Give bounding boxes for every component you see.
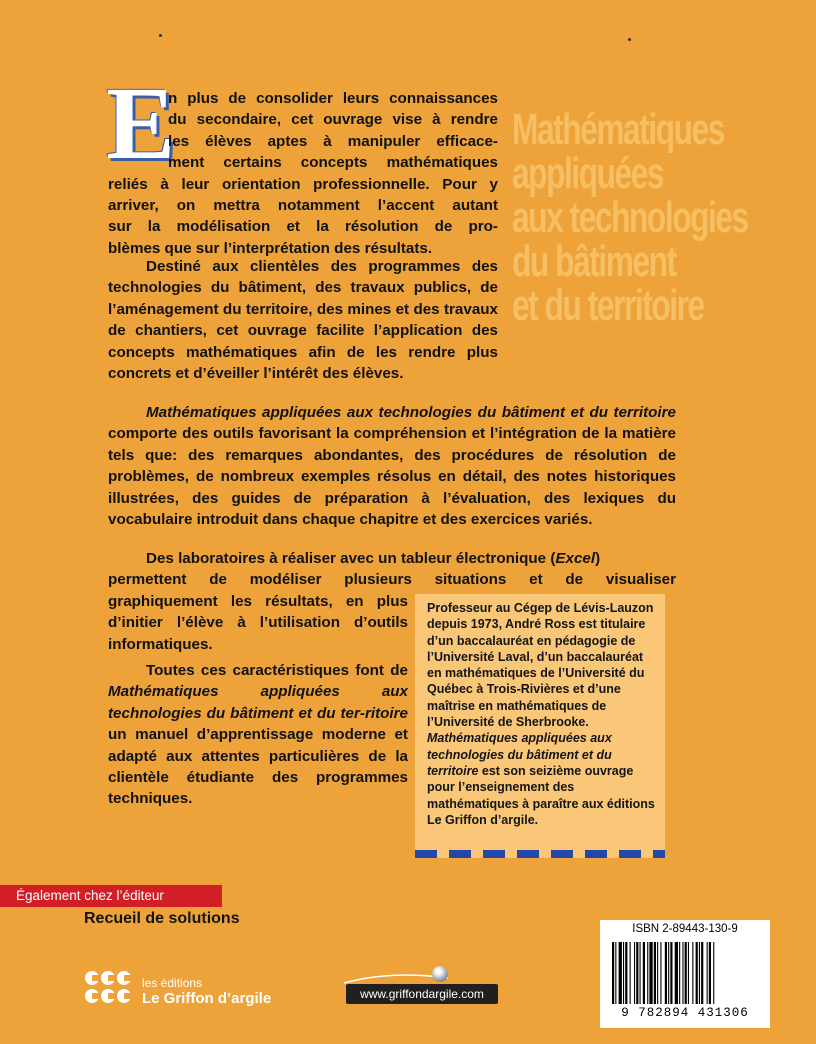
excel-italic: Excel (555, 550, 596, 567)
intro-line: blèmes que sur l’interprétation des résultats. (108, 239, 433, 257)
also-available-badge: Également chez l’éditeur (0, 885, 222, 907)
summary-book-title: Mathématiques appliquées aux technologies du bâtiment et du ter-ritoire (108, 683, 408, 722)
barcode-bar (630, 942, 631, 1004)
intro-line: sur la modélisation et la résolution de pro- (108, 218, 498, 236)
cover-title-line: du bâtiment (512, 237, 676, 286)
barcode-bar (707, 942, 708, 1004)
bio-text: Professeur au Cégep de Lévis-Lauzon depuis 1973, André Ross est titulaire d’un baccalauréat en pédagogie de l’Université Laval, d’un baccalauréat en mathématiques de l’Université du Québec à Trois-Rivières et d’une maîtrise en mathématiques de l’Université de Sherbrooke. (427, 601, 654, 730)
barcode-bar (643, 942, 645, 1004)
barcode-bar (665, 942, 667, 1004)
print-speck (159, 34, 162, 37)
intro-line: n plus de consolider leurs connaissances (168, 90, 498, 107)
publisher-logo-icon (84, 970, 138, 1006)
labs-before: Des laboratoires à réaliser avec un tableur électronique ( (146, 550, 556, 567)
barcode-bar (670, 942, 672, 1004)
paragraph-labs-line1 (108, 548, 676, 569)
labs-after: ) (595, 550, 601, 567)
website-url[interactable]: www.griffondargile.com (346, 984, 498, 1004)
intro-line: les élèves aptes à manipuler efficace- (168, 132, 498, 150)
intro-paragraph (108, 88, 498, 259)
cover-title (512, 105, 748, 330)
paragraph-summary-text (108, 660, 408, 810)
barcode-bar (660, 942, 661, 1004)
cover-title-line: aux technologies (512, 193, 748, 242)
book-title-italic: Mathématiques appliquées aux technologies du bâtiment et du territoire (146, 404, 676, 421)
intro-line: ment certains concepts mathématiques (168, 154, 498, 172)
barcode-bar (696, 942, 698, 1004)
drop-cap: E (106, 66, 176, 181)
barcode-bar (668, 942, 669, 1004)
author-bio-box (415, 594, 665, 858)
intro-line: du secondaire, cet ouvrage vise à rendre (168, 111, 498, 129)
bio-text-end: est son seizième ouvrage pour l’enseignement des mathématiques à paraître aux éditions Le Griffon d’argile. (427, 763, 655, 827)
barcode-icon (610, 942, 760, 1004)
cover-title-line: et du territoire (512, 281, 704, 330)
print-speck (628, 38, 631, 41)
isbn-label: ISBN 2-89443-130-9 (632, 923, 738, 935)
barcode-bar (615, 942, 616, 1004)
globe-icon (432, 966, 448, 982)
barcode-bar (692, 942, 693, 1004)
paragraph-labs-line2: permettent de modéliser plusieurs situations et de visualiser (108, 571, 676, 589)
cover-title-line: Mathématiques (512, 105, 724, 154)
barcode-bar (675, 942, 678, 1004)
publisher-label: les éditions (142, 976, 203, 990)
barcode-bar (623, 942, 624, 1004)
paragraph-summary (108, 660, 408, 810)
barcode-bar (679, 942, 680, 1004)
intro-line: arriver, on mettra notamment l’accent autant (108, 197, 498, 215)
barcode-bar (647, 942, 648, 1004)
bio-book-title: Mathématiques appliquées aux technologies du bâtiment et du territoire (427, 731, 612, 778)
barcode-bar (688, 942, 689, 1004)
barcode-bar (625, 942, 627, 1004)
barcode-digits: 9 782894 431306 (621, 1006, 749, 1020)
paragraph-audience (108, 256, 498, 384)
paragraph-tools-text (108, 402, 676, 530)
barcode-bar (685, 942, 687, 1004)
also-available-title: Recueil de solutions (84, 910, 240, 927)
barcode-bar (640, 942, 641, 1004)
barcode-bar (654, 942, 656, 1004)
paragraph-labs (108, 548, 676, 591)
barcode-bar (634, 942, 635, 1004)
barcode-bar (699, 942, 700, 1004)
summary-after: un manuel d’apprentissage moderne et adapté aux attentes particulières de la clientèle étudiante des programmes techniques. (108, 726, 408, 808)
barcode-bar (701, 942, 703, 1004)
barcode-bar (657, 942, 658, 1004)
publisher-name: Le Griffon d’argile (142, 990, 272, 1007)
barcode-bar (636, 942, 638, 1004)
barcode-bar (709, 942, 711, 1004)
barcode-box (600, 920, 770, 1028)
paragraph-tools (108, 402, 676, 530)
barcode-bar (649, 942, 652, 1004)
paragraph-tools-rest: comporte des outils favorisant la compréhension et l’intégration de la matière tels que: des remarques abondantes, des procédures de résolution de problèmes, de nombreux exemples résolus en détail, des notes historiques illustrées, des guides de préparation à l’évaluation, des lexiques du vocabulaire introduit dans chaque chapitre et des exercices variés. (108, 425, 676, 529)
barcode-bar (612, 942, 614, 1004)
barcode-bar (682, 942, 683, 1004)
dashed-border (415, 850, 665, 858)
paragraph-labs-rest: graphiquement les résultats, en plus d’initier l’élève à l’utilisation d’outils informatiques. (108, 593, 408, 653)
barcode-bar (619, 942, 622, 1004)
cover-title-line: appliquées (512, 149, 664, 198)
intro-line: reliés à leur orientation professionnelle. Pour y (108, 175, 498, 193)
barcode-bar (713, 942, 714, 1004)
paragraph-audience-text: Destiné aux clientèles des programmes des technologies du bâtiment, des travaux publics, de l’aménagement du territoire, des mines et des travaux de chantiers, cet ouvrage facilite l’application des concepts mathématiques afin de les rendre plus concrets et d’éveiller l’intérêt des élèves. (108, 258, 498, 383)
summary-before: Toutes ces caractéristiques font de (146, 662, 408, 679)
